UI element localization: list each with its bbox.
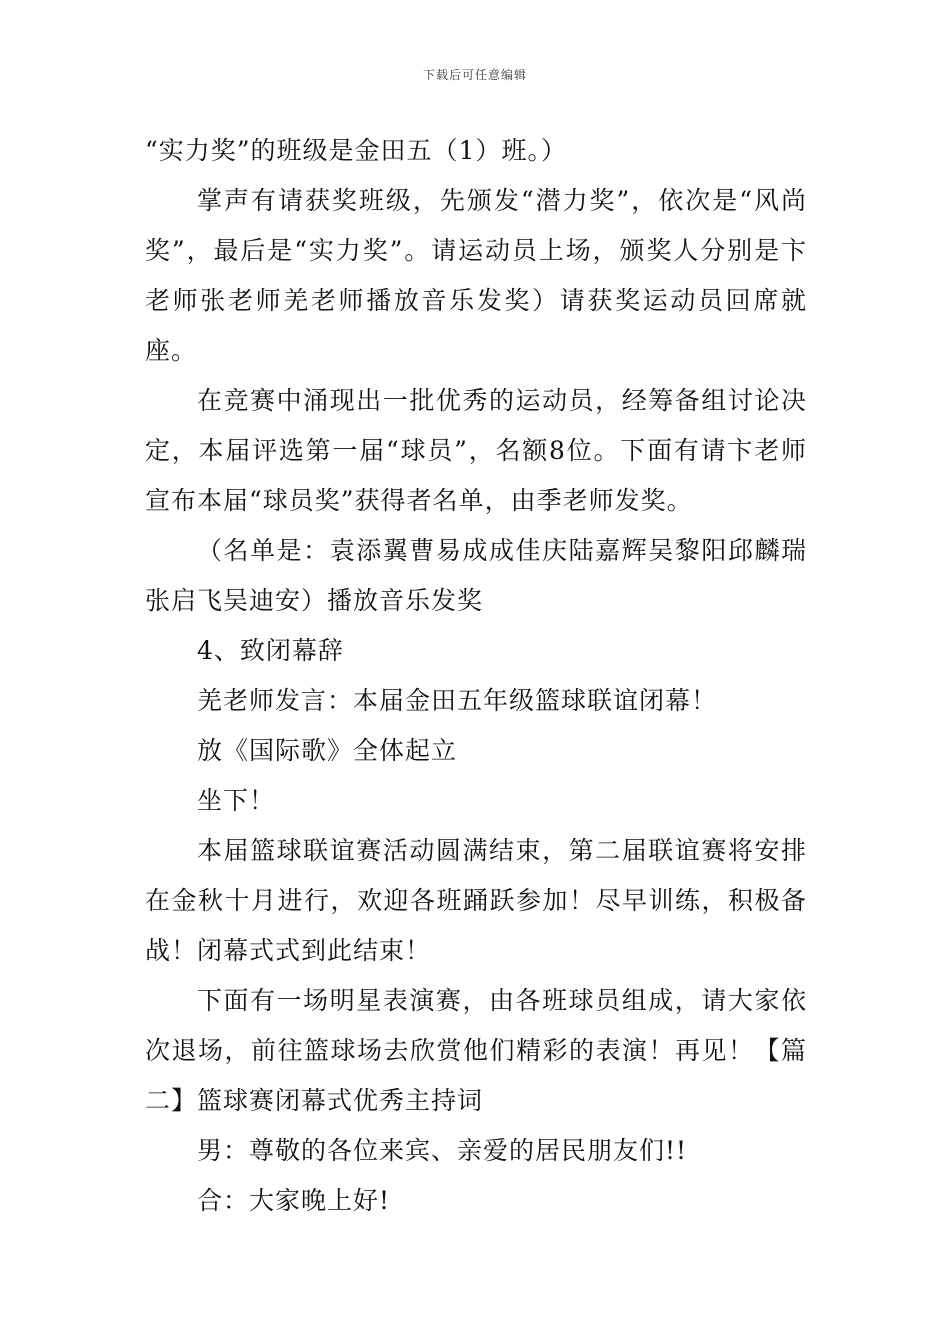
paragraph-12: 合：大家晚上好!: [197, 1186, 391, 1215]
paragraph-10: 下面有一场明星表演赛，由各班球员组成，请大家依次退场，前往篮球场去欣赏他们精彩的表演！再见！【篇二】篮球赛闭幕式优秀主持词: [145, 986, 807, 1115]
paragraph-8: 坐下！: [197, 786, 276, 815]
paragraph-6: 羌老师发言：本届金田五年级篮球联谊闭幕！: [197, 686, 718, 715]
paragraph-5: 4、致闭幕辞: [197, 636, 344, 665]
paragraph-4: （名单是：袁添翼曹易成成佳庆陆嘉辉吴黎阳邱麟瑞张启飞吴迪安）播放音乐发奖: [145, 536, 807, 615]
paragraph-7: 放《国际歌》全体起立: [197, 736, 458, 765]
paragraph-9: 本届篮球联谊赛活动圆满结束，第二届联谊赛将安排在金秋十月进行，欢迎各班踊跃参加！尽早训练，积极备战！闭幕式式到此结束！: [145, 836, 807, 965]
paragraph-11: 男：尊敬的各位来宾、亲爱的居民朋友们!!: [197, 1136, 688, 1165]
paragraph-1: “实力奖”的班级是金田五（1）班。）: [145, 136, 567, 165]
document-body: [145, 126, 807, 1226]
paragraph-3: 在竞赛中涌现出一批优秀的运动员，经筹备组讨论决定，本届评选第一届“球员”，名额8位。下面有请卞老师宣布本届“球员奖”获得者名单，由季老师发奖。: [145, 386, 807, 515]
paragraph-2: 掌声有请获奖班级，先颁发“潜力奖”，依次是“风尚奖”，最后是“实力奖”。请运动员上场，颁奖人分别是卞老师张老师羌老师播放音乐发奖）请获奖运动员回席就座。: [145, 186, 807, 365]
page-header: 下载后可任意编辑: [422, 68, 527, 82]
